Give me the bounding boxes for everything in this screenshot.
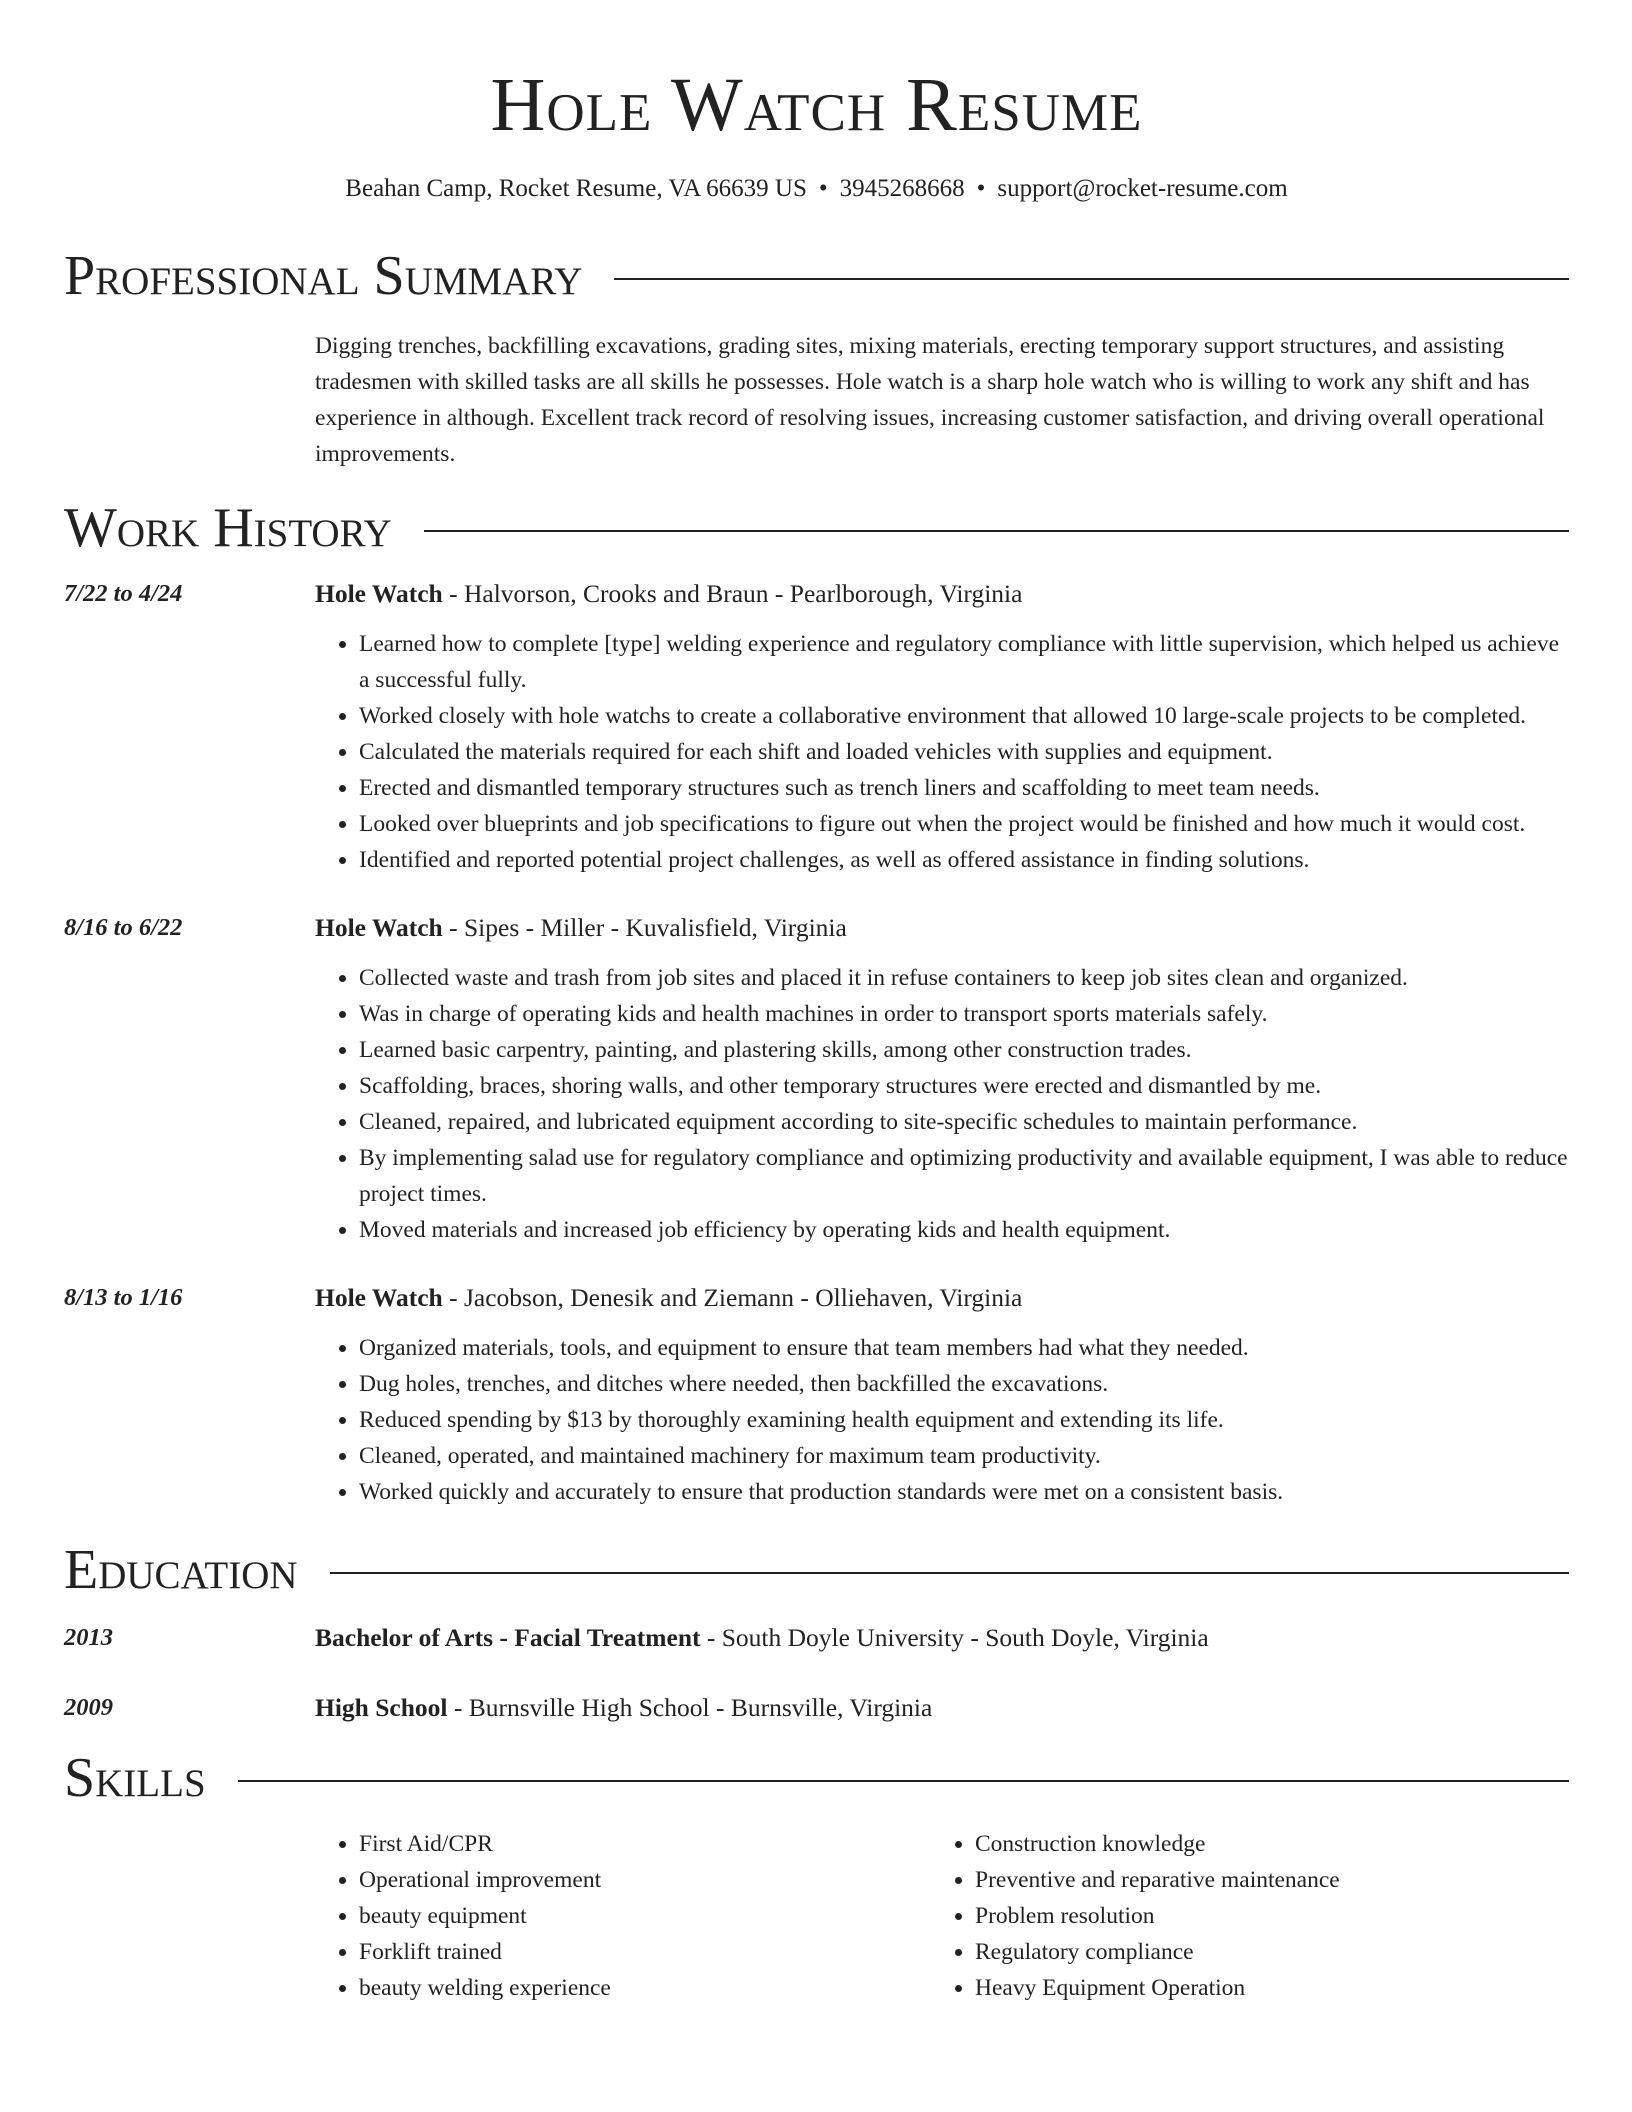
skill-item: • Problem resolution bbox=[975, 1898, 1547, 1934]
list-item: • Reduced spending by $13 by thoroughly examining health equipment and extending its life. bbox=[359, 1402, 1569, 1438]
skill-item: • Preventive and reparative maintenance bbox=[975, 1862, 1547, 1898]
skill-item: • Heavy Equipment Operation bbox=[975, 1970, 1547, 2006]
skill-item: • Operational improvement bbox=[359, 1862, 931, 1898]
list-item: • By implementing salad use for regulatory compliance and optimizing productivity and available equipment, I was able to reduce project times. bbox=[359, 1140, 1569, 1212]
skill-item: • Regulatory compliance bbox=[975, 1934, 1547, 1970]
resume-page bbox=[64, 0, 1569, 2006]
job-headline bbox=[315, 1280, 1569, 1316]
list-item: • Learned basic carpentry, painting, and plastering skills, among other construction trades. bbox=[359, 1032, 1569, 1068]
summary-section-header bbox=[64, 242, 1569, 310]
contact-separator: • bbox=[976, 175, 986, 202]
list-item: • Organized materials, tools, and equipment to ensure that team members had what they needed. bbox=[359, 1330, 1569, 1366]
list-item: • Scaffolding, braces, shoring walls, and other temporary structures were erected and dismantled by me. bbox=[359, 1068, 1569, 1104]
skill-item: • beauty equipment bbox=[359, 1898, 931, 1934]
job-dates: 8/16 to 6/22 bbox=[64, 914, 183, 941]
list-item: • Worked closely with hole watchs to create a collaborative environment that allowed 10 large-scale projects to be completed. bbox=[359, 698, 1569, 734]
section-title-work: Work History bbox=[64, 497, 392, 559]
contact-separator: • bbox=[818, 175, 828, 202]
list-item: • Collected waste and trash from job sites and placed it in refuse containers to keep job sites clean and organized. bbox=[359, 960, 1569, 996]
skill-item: • First Aid/CPR bbox=[359, 1826, 931, 1862]
education-details: - Burnsville High School - Burnsville, Virginia bbox=[447, 1693, 933, 1722]
list-item: • Cleaned, repaired, and lubricated equipment according to site-specific schedules to maintain performance. bbox=[359, 1104, 1569, 1140]
contact-phone: 3945268668 bbox=[839, 175, 965, 202]
skill-item: • beauty welding experience bbox=[359, 1970, 931, 2006]
education-headline bbox=[315, 1690, 1569, 1726]
education-headline bbox=[315, 1620, 1569, 1656]
list-item: • Worked quickly and accurately to ensure that production standards were met on a consistent basis. bbox=[359, 1474, 1569, 1510]
work-section-header bbox=[64, 494, 1569, 562]
education-year: 2009 bbox=[64, 1694, 113, 1721]
contact-address: Beahan Camp, Rocket Resume, VA 66639 US bbox=[345, 175, 807, 202]
section-divider bbox=[424, 530, 1569, 532]
section-title-skills: Skills bbox=[64, 1747, 206, 1809]
job-details: - Jacobson, Denesik and Ziemann - Olliehaven, Virginia bbox=[442, 1283, 1023, 1312]
list-item: • Was in charge of operating kids and health machines in order to transport sports materials safely. bbox=[359, 996, 1569, 1032]
skill-item: • Construction knowledge bbox=[975, 1826, 1547, 1862]
education-details: - South Doyle University - South Doyle, Virginia bbox=[700, 1623, 1209, 1652]
list-item: • Learned how to complete [type] welding experience and regulatory compliance with little supervision, which helped us achieve a successful fully. bbox=[359, 626, 1569, 698]
job-details: - Sipes - Miller - Kuvalisfield, Virginia bbox=[442, 913, 847, 942]
job-bullets bbox=[315, 1330, 1569, 1510]
section-divider bbox=[330, 1572, 1569, 1574]
job-entry bbox=[64, 910, 1569, 1248]
education-degree: Bachelor of Arts - Facial Treatment bbox=[315, 1623, 701, 1652]
job-dates: 7/22 to 4/24 bbox=[64, 580, 183, 607]
job-details: - Halvorson, Crooks and Braun - Pearlborough, Virginia bbox=[442, 579, 1023, 608]
summary-text: Digging trenches, backfilling excavations, grading sites, mixing materials, erecting temporary support structures, and assisting tradesmen with skilled tasks are all skills he possesses. Hole watch is a sharp hole watch who is willing to work any shift and has experience in although. Excellent track record of resolving issues, increasing customer satisfaction, and driving overall operational improvements. bbox=[315, 333, 1545, 467]
list-item: • Looked over blueprints and job specifications to figure out when the project would be finished and how much it would cost. bbox=[359, 806, 1569, 842]
contact-email: support@rocket-resume.com bbox=[997, 175, 1288, 202]
list-item: • Erected and dismantled temporary structures such as trench liners and scaffolding to meet team needs. bbox=[359, 770, 1569, 806]
job-entry bbox=[64, 1280, 1569, 1510]
skills-section-header bbox=[64, 1744, 1569, 1812]
resume-title: Hole Watch Resume bbox=[490, 63, 1143, 147]
list-item: • Cleaned, operated, and maintained machinery for maximum team productivity. bbox=[359, 1438, 1569, 1474]
skills-column-left bbox=[315, 1826, 931, 2006]
education-year: 2013 bbox=[64, 1624, 113, 1651]
section-divider bbox=[614, 278, 1569, 280]
list-item: • Identified and reported potential project challenges, as well as offered assistance in finding solutions. bbox=[359, 842, 1569, 878]
list-item: • Moved materials and increased job efficiency by operating kids and health equipment. bbox=[359, 1212, 1569, 1248]
job-headline bbox=[315, 910, 1569, 946]
job-bullets bbox=[315, 626, 1569, 878]
contact-line bbox=[64, 172, 1569, 206]
skills-list bbox=[315, 1826, 1569, 2006]
job-entry bbox=[64, 576, 1569, 878]
job-role: Hole Watch bbox=[315, 1283, 443, 1312]
job-dates: 8/13 to 1/16 bbox=[64, 1284, 183, 1311]
education-entry bbox=[64, 1690, 1569, 1726]
list-item: • Calculated the materials required for each shift and loaded vehicles with supplies and equipment. bbox=[359, 734, 1569, 770]
section-title-education: Education bbox=[64, 1539, 298, 1601]
list-item: • Dug holes, trenches, and ditches where needed, then backfilled the excavations. bbox=[359, 1366, 1569, 1402]
job-role: Hole Watch bbox=[315, 579, 443, 608]
education-entry bbox=[64, 1620, 1569, 1656]
job-headline bbox=[315, 576, 1569, 612]
job-role: Hole Watch bbox=[315, 913, 443, 942]
skills-column-right bbox=[931, 1826, 1547, 2006]
job-bullets bbox=[315, 960, 1569, 1248]
section-title-summary: Professional Summary bbox=[64, 245, 583, 307]
education-degree: High School bbox=[315, 1693, 448, 1722]
skill-item: • Forklift trained bbox=[359, 1934, 931, 1970]
section-divider bbox=[238, 1780, 1569, 1782]
education-section-header bbox=[64, 1536, 1569, 1604]
